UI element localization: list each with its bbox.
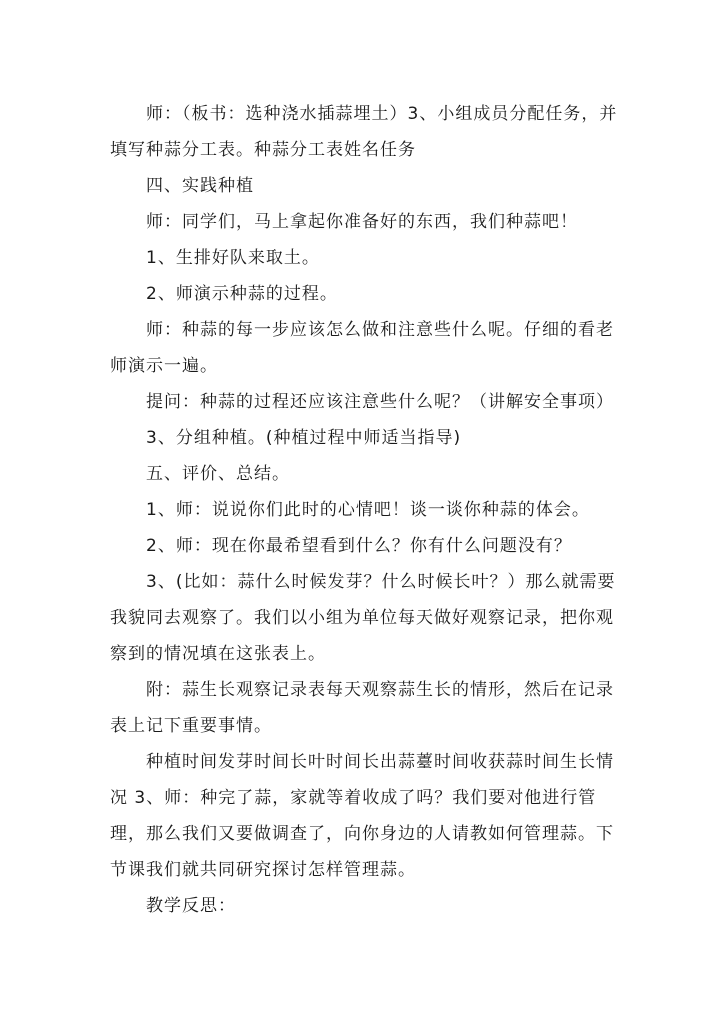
section-heading-practice: 四、实践种植: [146, 176, 254, 196]
paragraph-eval-1: 1、师：说说你们此时的心情吧！谈一谈你种蒜的体会。: [146, 500, 590, 520]
paragraph-step-2: 2、师演示种蒜的过程。: [146, 284, 338, 304]
paragraph-appendix: 附：蒜生长观察记录表每天观察蒜生长的情形，然后在记录表上记下重要事情。: [110, 680, 614, 736]
paragraph-question: 提问：种蒜的过程还应该注意些什么呢？（讲解安全事项）: [146, 392, 614, 412]
paragraph-step-1: 1、生排好队来取土。: [146, 248, 320, 268]
paragraph-eval-3: 3、(比如：蒜什么时候发芽？什么时候长叶？）那么就需要我貌同去观察了。我们以小组为单位每天做好观察记录，把你观察到的情况填在这张表上。: [110, 572, 616, 664]
paragraph-reflection: 教学反思：: [146, 896, 236, 916]
document-body: [110, 96, 630, 924]
paragraph-assign-tasks: 师：（板书：选种浇水插蒜埋土）3、小组成员分配任务，并填写种蒜分工表。种蒜分工表姓名任务: [110, 104, 618, 160]
paragraph-teacher-prompt: 师：同学们，马上拿起你准备好的东西，我们种蒜吧！: [146, 212, 578, 232]
paragraph-step-3: 3、分组种植。(种植过程中师适当指导): [146, 428, 462, 448]
section-heading-evaluation: 五、评价、总结。: [146, 464, 290, 484]
paragraph-eval-2: 2、师：现在你最希望看到什么？你有什么问题没有？: [146, 536, 572, 556]
paragraph-observation-table: 种植时间发芽时间长叶时间长出蒜薹时间收获蒜时间生长情况 3、师：种完了蒜，家就等着收成了吗？我们要对他进行管理，那么我们又要做调查了，向你身边的人请教如何管理蒜。下节课我们就共同研究探讨怎样管理蒜。: [110, 752, 614, 880]
paragraph-teacher-demo: 师：种蒜的每一步应该怎么做和注意些什么呢。仔细的看老师演示一遍。: [110, 320, 614, 376]
